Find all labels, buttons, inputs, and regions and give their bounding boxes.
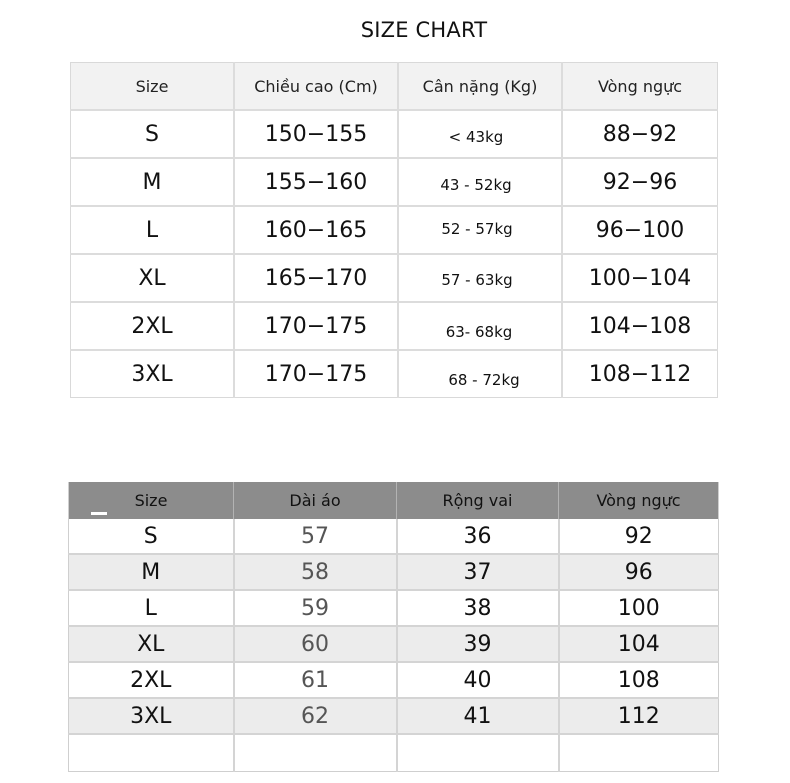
cell-chest: 96 [559,554,719,590]
header-weight: Cân nặng (Kg) [398,63,562,111]
header-chest: Vòng ngực [562,63,718,111]
cell-size: 3XL [69,698,234,734]
cell-size: 3XL [71,350,235,398]
cell-weight [398,206,562,254]
cell-chest: 100−104 [562,254,718,302]
header-height: Chiều cao (Cm) [234,63,398,111]
table-header-row [71,63,718,111]
cell-weight-text: 43 - 52kg [440,176,512,194]
cell-size: L [71,206,235,254]
table-header-row [69,482,719,519]
cell-length: 61 [234,662,397,698]
size-height-weight-table [70,62,718,398]
empty-cell [69,734,234,772]
cell-chest: 104−108 [562,302,718,350]
garment-measurement-table [68,482,719,772]
cell-size: M [71,158,235,206]
cell-weight [398,158,562,206]
cell-size: M [69,554,234,590]
cell-shoulder: 38 [397,590,559,626]
table-row [71,158,718,206]
table-row [69,590,719,626]
cell-weight-text: 63- 68kg [445,323,513,341]
header-shoulder: Rộng vai [397,482,559,519]
cell-length: 59 [234,590,397,626]
cell-chest: 108−112 [588,361,692,387]
table-row [69,698,719,734]
cell-weight [398,302,562,350]
table-row [69,554,719,590]
cell-shoulder: 39 [397,626,559,662]
cell-height: 155−160 [234,158,398,206]
cell-size: XL [71,254,235,302]
table-row [69,662,719,698]
cell-shoulder: 36 [397,519,559,554]
table-row [69,519,719,554]
cell-weight [398,350,562,398]
cell-weight [398,110,562,158]
cell-height: 165−170 [234,254,398,302]
cell-chest: 92−96 [562,158,718,206]
cell-size: S [71,110,235,158]
empty-cell [397,734,559,772]
empty-row [69,734,719,772]
table-row [71,350,718,398]
empty-cell [559,734,719,772]
header-chest: Vòng ngực [559,482,719,519]
cell-chest: 108 [559,662,719,698]
cell-weight-text: < 43kg [448,128,504,146]
cell-size: S [69,519,234,554]
cell-length: 62 [234,698,397,734]
header-dash-mark [91,512,107,515]
cell-size: 2XL [71,302,235,350]
cell-shoulder: 40 [397,662,559,698]
cell-size: 2XL [69,662,234,698]
cell-chest: 88−92 [562,110,718,158]
cell-chest: 92 [559,519,719,554]
cell-shoulder: 41 [397,698,559,734]
cell-chest: 112 [559,698,719,734]
cell-size: L [69,590,234,626]
cell-length: 58 [234,554,397,590]
cell-length: 60 [234,626,397,662]
cell-weight-text: 68 - 72kg [448,371,520,389]
header-size [69,482,234,519]
table-row [71,110,718,158]
cell-height: 170−175 [234,302,398,350]
header-size-label: Size [134,491,168,510]
table-row [69,626,719,662]
cell-chest: 96−100 [562,206,718,254]
cell-shoulder: 37 [397,554,559,590]
header-size: Size [71,63,235,111]
cell-weight-text: 52 - 57kg [441,220,513,238]
cell-weight [398,254,562,302]
cell-height: 160−165 [234,206,398,254]
cell-height: 170−175 [234,350,398,398]
table-row [71,302,718,350]
cell-size: XL [69,626,234,662]
header-length: Dài áo [234,482,397,519]
cell-length: 57 [234,519,397,554]
page-title: SIZE CHART [360,18,488,42]
cell-chest: 100 [559,590,719,626]
cell-height: 150−155 [234,110,398,158]
cell-chest: 104 [559,626,719,662]
table-row [71,254,718,302]
cell-weight-text: 57 - 63kg [441,271,513,289]
table-row [71,206,718,254]
empty-cell [234,734,397,772]
